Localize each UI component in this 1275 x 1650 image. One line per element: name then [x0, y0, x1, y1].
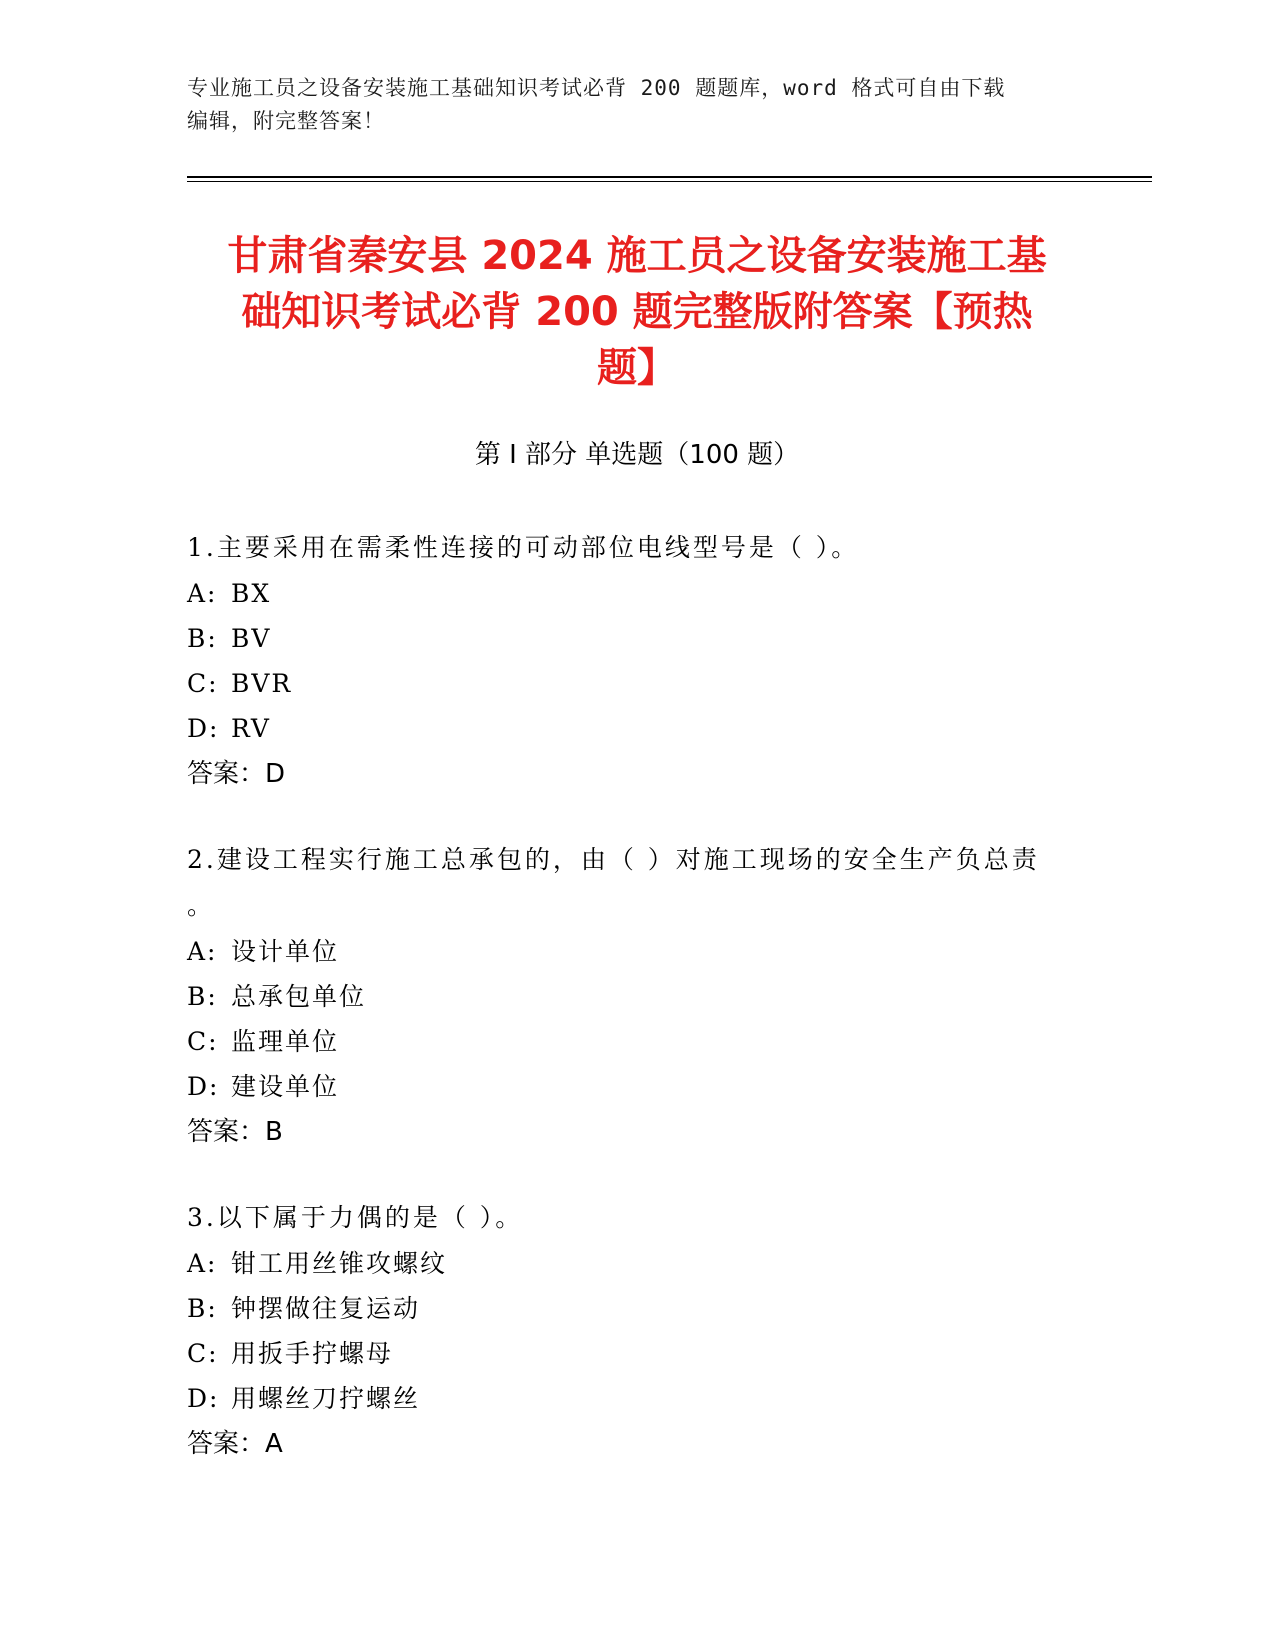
option-value: 用螺丝刀拧螺丝 — [231, 1384, 421, 1413]
option-row — [187, 974, 1087, 1019]
question-text-continuation: 。 — [187, 891, 216, 920]
title-line: 甘肃省秦安县 2024 施工员之设备安装施工基 — [227, 233, 1047, 279]
option-row — [187, 1241, 1087, 1286]
option-value: 设计单位 — [231, 937, 340, 966]
question-text: 3.以下属于力偶的是（ ）。 — [187, 1203, 524, 1232]
option-key: B: — [187, 982, 218, 1011]
title-line: 础知识考试必背 200 题完整版附答案【预热 — [241, 289, 1033, 335]
question-item — [187, 837, 1087, 1155]
option-value: 钳工用丝锥攻螺纹 — [231, 1249, 448, 1278]
option-row — [187, 1286, 1087, 1331]
document-title — [187, 228, 1087, 396]
question-list — [187, 525, 1087, 1507]
option-value: 总承包单位 — [231, 982, 367, 1011]
title-line: 题】 — [597, 345, 677, 391]
question-item — [187, 525, 1087, 797]
option-key: D: — [187, 1384, 220, 1413]
answer-text: 答案：D — [187, 759, 286, 789]
option-row — [187, 1331, 1087, 1376]
option-key: D: — [187, 1072, 220, 1101]
option-value: 用扳手拧螺母 — [231, 1339, 394, 1368]
option-row — [187, 706, 1087, 751]
option-key: B: — [187, 624, 218, 653]
answer-text: 答案：A — [187, 1429, 283, 1459]
option-row — [187, 1019, 1087, 1064]
option-value: 监理单位 — [231, 1027, 340, 1056]
option-value: 建设单位 — [231, 1072, 340, 1101]
option-value: BV — [231, 624, 272, 653]
option-row — [187, 661, 1087, 706]
option-key: A: — [187, 1249, 218, 1278]
option-value: 钟摆做往复运动 — [231, 1294, 421, 1323]
option-key: C: — [187, 1027, 219, 1056]
option-row — [187, 616, 1087, 661]
option-key: B: — [187, 1294, 218, 1323]
header-note-line: 编辑，附完整答案！ — [187, 109, 385, 133]
option-key: A: — [187, 937, 218, 966]
option-value: BX — [231, 579, 272, 608]
option-key: C: — [187, 669, 219, 698]
option-value: RV — [231, 714, 271, 743]
option-row — [187, 1064, 1087, 1109]
option-row — [187, 1376, 1087, 1421]
header-divider-thick — [187, 176, 1152, 178]
answer-text: 答案：B — [187, 1117, 283, 1147]
option-value: BVR — [231, 669, 293, 698]
header-note-line: 专业施工员之设备安装施工基础知识考试必背 200 题题库，word 格式可自由下载 — [187, 76, 1006, 100]
question-text: 2.建设工程实行施工总承包的，由（ ）对施工现场的安全生产负总责 — [187, 845, 1040, 874]
option-row — [187, 929, 1087, 974]
option-key: D: — [187, 714, 220, 743]
question-item — [187, 1195, 1087, 1467]
option-row — [187, 571, 1087, 616]
section-heading: 第 I 部分 单选题（100 题） — [474, 440, 800, 470]
question-text: 1.主要采用在需柔性连接的可动部位电线型号是（ ）。 — [187, 533, 860, 562]
header-note — [187, 72, 1067, 138]
header-divider-thin — [187, 181, 1152, 182]
option-key: A: — [187, 579, 218, 608]
option-key: C: — [187, 1339, 219, 1368]
